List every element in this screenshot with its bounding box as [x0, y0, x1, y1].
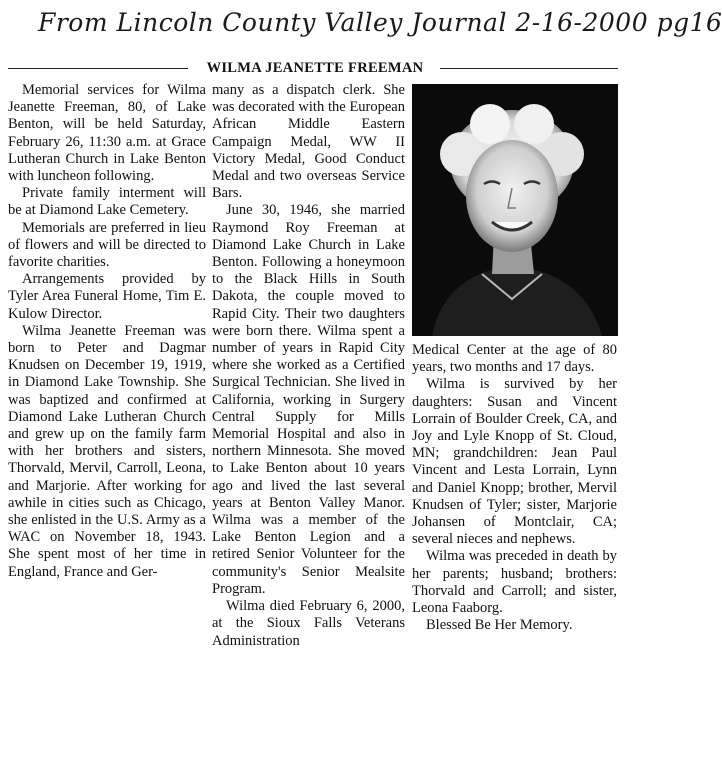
portrait-photo [412, 84, 618, 336]
paragraph: Memorials are preferred in lieu of flowers and will be directed to favorite charities. [8, 219, 206, 271]
obituary-headline: WILMA JEANETTE FREEMAN [206, 60, 424, 76]
paragraph: Wilma was preceded in death by her parents; husband; brothers: Thorvald and Carroll; and sister, Leona Faaborg. [412, 548, 617, 617]
paragraph: Memorial services for Wilma Jeanette Freeman, 80, of Lake Benton, will be held Saturday, February 26, 11:30 a.m. at Grace Lutheran Church in Lake Benton with luncheon following. [8, 82, 206, 185]
column-3 [412, 342, 617, 634]
paragraph: Blessed Be Her Memory. [426, 617, 573, 634]
paragraph: many as a dispatch clerk. She was decorated with the European African Middle Eastern Campaign Medal, WW II Victory Medal, Good Conduct Medal and two overseas Service Bars. [212, 82, 405, 202]
headline-rule-right [440, 68, 618, 69]
portrait-photo-icon [412, 84, 618, 336]
paragraph: Medical Center at the age of 80 years, two months and 17 days. [412, 342, 617, 376]
paragraph: Private family interment will be at Diamond Lake Cemetery. [8, 185, 206, 219]
paragraph: Wilma is survived by her daughters: Susan and Vincent Lorrain of Boulder Creek, CA, and Joy and Lyle Knopp of St. Cloud, MN; grandchildren: Jean Paul Vincent and Lesta Lorrain, Lynn and Daniel Knopp; brother, Mervil Knudsen of Tyler; sister, Marjorie Johansen of Montclair, CA; several nieces and nephews. [412, 376, 617, 548]
paragraph: Arrangements provided by Tyler Area Funeral Home, Tim E. Kulow Director. [8, 271, 206, 322]
column-1 [8, 82, 206, 581]
paragraph: June 30, 1946, she married Raymond Roy Freeman at Diamond Lake Church in Lake Benton. Following a honeymoon to the Black Hills in South Dakota, the couple moved to Rapid City. Their two daughters were born there. Wilma spent a number of years in Rapid City where she worked as a Certified Surgical Technician. She lived in California, working in Surgery Central Supply for Mills Memorial Hospital and also in northern Minnesota. She moved to Lake Benton about 10 years ago and lived the last several years at Benton Valley Manor. Wilma was a member of the Lake Benton Legion and a retired Senior Volunteer for the community's Senior Mealsite Program. [212, 202, 405, 597]
paragraph: Wilma died February 6, 2000, at the Sioux Falls Veterans Administration [212, 598, 405, 649]
handwritten-source-note: From Lincoln County Valley Journal 2-16-2000 pg16 [38, 8, 722, 37]
column-2 [212, 82, 405, 650]
paragraph: Wilma Jeanette Freeman was born to Peter and Dagmar Knudsen on December 19, 1919, in Diamond Lake Township. She was baptized and confirmed at Diamond Lake Lutheran Church and grew up on the family farm with her brothers and sisters, Thorvald, Mervil, Carroll, Leona, and Marjorie. After working for awhile in cities such as Chicago, she enlisted in the U.S. Army as a WAC on November 18, 1943. She spent most of her time in England, France and Ger- [8, 322, 206, 580]
